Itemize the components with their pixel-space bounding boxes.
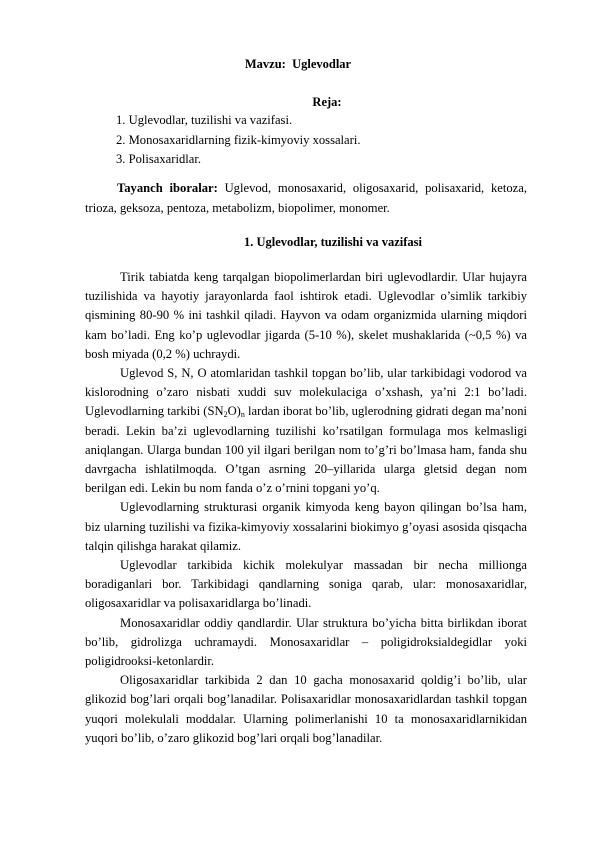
paragraph: Tirik tabiatda keng tarqalgan biopolimerlardan biri uglevodlardir. Ular hujayra tuzilishida va hayotiy jarayonlarda faol ishtirok etadi. Uglevodlar o’simlik tarkibiy qismining 80-90 % ini tashkil qiladi. Hayvon va odam organizmida ularning miqdori kam bo’ladi. Eng ko’p uglevodlar jigarda (5-10 %), skelet mushaklarida (~0,5 %) va bosh miyada (0,2 %) uchraydi.: [85, 270, 527, 361]
keywords-paragraph: [85, 179, 527, 218]
keywords-label: Tayanch iboralar:: [117, 181, 218, 195]
body-text: [85, 268, 527, 748]
plan-list: [116, 111, 360, 170]
paragraph: [85, 364, 527, 498]
paragraph-text: lardan iborat bo’lib, uglerodning gidrati degan ma’noni beradi. Lekin ba’zi uglevodlarning tuzilishi ko’rsatilgan formulaga mos kelmasligi aniqlangan. Ularga bundan 100 yil ilgari berilgan nom to’g’ri bo’lmasa ham, fanda shu davrgacha ishlatilmoqda. O’tgan asrning 20–yillarida ularga gletsid degan nom berilgan edi. Lekin bu nom fanda o’z o’rnini topgani yo’q.: [85, 404, 527, 496]
plan-item: 2. Monosaxaridlarning fizik-kimyoviy xossalari.: [116, 132, 361, 147]
keywords-text: Uglevod, monosaxarid, oligosaxarid, polisaxarid, ketoza, trioza, geksoza, pentoza, metabolizm, biopolimer, monomer.: [85, 181, 527, 215]
plan-heading: Reja:: [312, 95, 342, 109]
plan-item: 3. Polisaxaridlar.: [116, 152, 201, 166]
paragraph: Uglevodlarning strukturasi organik kimyoda keng bayon qilingan bo’lsa ham, biz ularning tuzilishi va fizika-kimyoviy xossalarini biokimyo g’oyasi asosida qisqacha talqin qilishga harakat qilamiz.: [85, 500, 527, 553]
section-heading: 1. Uglevodlar, tuzilishi va vazifasi: [243, 235, 422, 249]
formula-subscript: n: [240, 410, 245, 420]
paragraph-text: Uglevod S, N, O atomlaridan tashkil topgan bo’lib, ular tarkibidagi vodorod va kislorodning o’zaro nisbati xuddi suv molekulaciga o’xshash, ya’ni 2:1 bo’ladi. Uglevodlarning tarkibi (SN: [85, 366, 527, 419]
paragraph: Uglevodlar tarkibida kichik molekulyar massadan bir necha millionga boradiganlari bor. Tarkibidagi qandlarning soniga qarab, ular: monosaxaridlar, oligosaxaridlar va polisaxaridlarga bo’linadi.: [85, 558, 527, 611]
paragraph: Monosaxaridlar oddiy qandlardir. Ular struktura bo’yicha bitta birlikdan iborat bo’lib, gidrolizga uchramaydi. Monosaxaridlar – poligidroksialdegidlar yoki poligidrooksi-ketonlardir.: [85, 615, 527, 669]
formula-subscript: 2: [223, 410, 228, 420]
paragraph-text: O): [227, 404, 241, 419]
paragraph: Oligosaxaridlar tarkibida 2 dan 10 gacha monosaxarid qoldig’i bo’lib, ular glikozid bog’lari orqali bog’lanadilar. Polisaxaridlar monosaxaridlardan tashkil topgan yuqori molekulali moddalar. Ularning polimerlanishi 10 ta monosaxaridlarnikidan yuqori bo’lib, o’zaro glikozid bog’lari orqali bog’lanadilar.: [85, 673, 527, 745]
plan-item: 1. Uglevodlar, tuzilishi va vazifasi.: [116, 113, 293, 127]
page-title: Mavzu: Uglevodlar: [244, 57, 352, 71]
